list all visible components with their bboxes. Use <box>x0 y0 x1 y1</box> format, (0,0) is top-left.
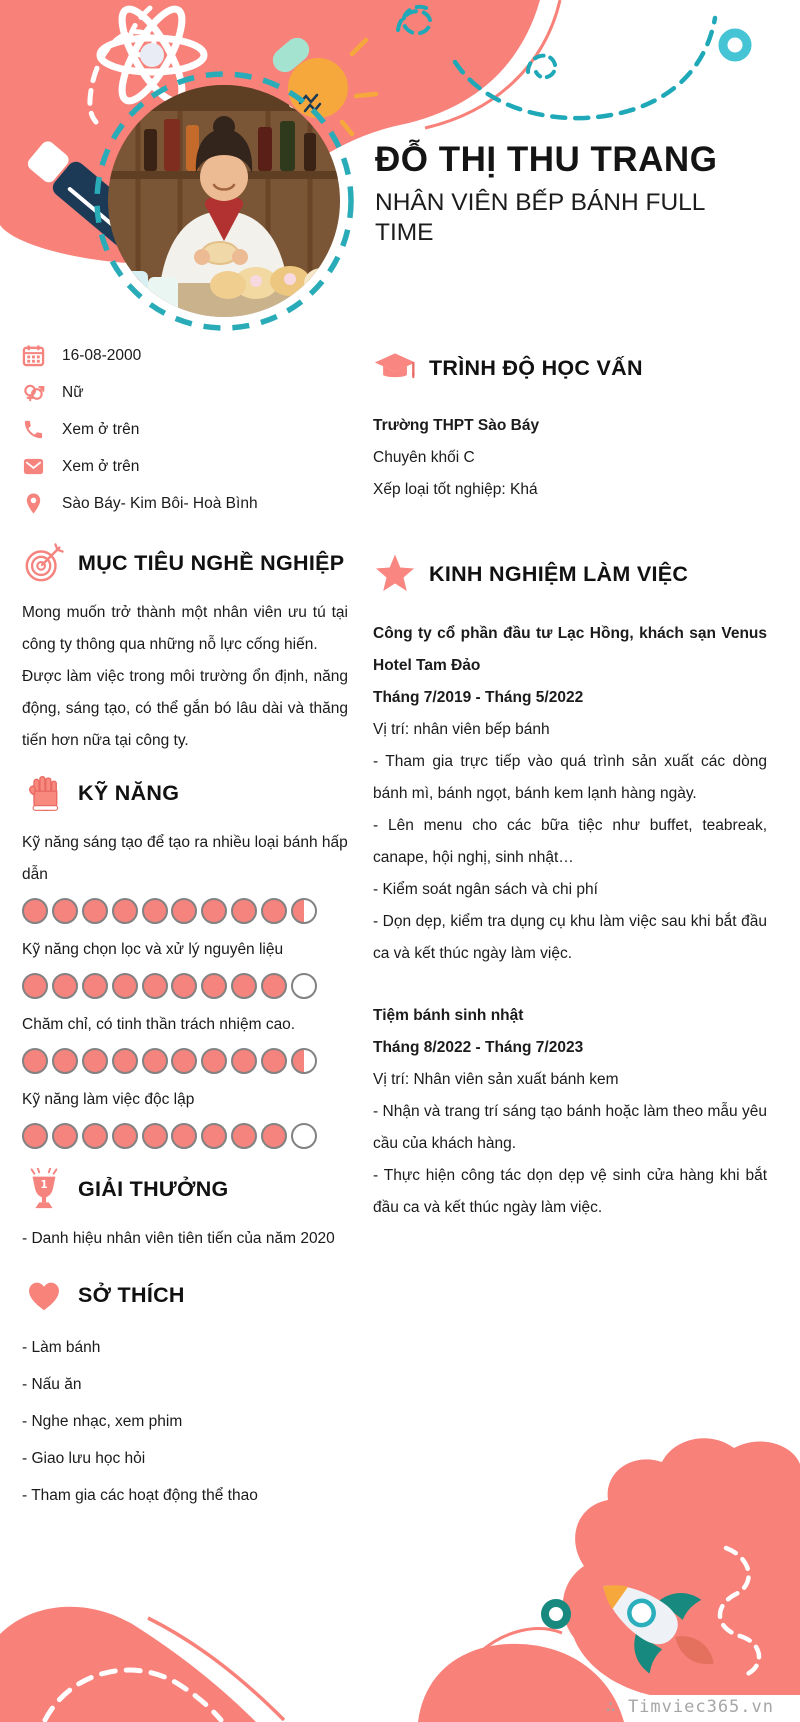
skill-dot <box>112 973 138 999</box>
job-position: Vị trí: nhân viên bếp bánh <box>373 721 550 738</box>
skill-rating <box>22 1048 317 1074</box>
skill-dot <box>171 898 197 924</box>
contact-row-gender <box>22 381 348 404</box>
skill-dot <box>291 973 317 999</box>
objective-paragraph: Mong muốn trở thành một nhân viên ưu tú tại công ty thông qua những nỗ lực cống hiến. <box>22 604 348 653</box>
award-item: - Danh hiệu nhân viên tiên tiến của năm 2020 <box>22 1230 335 1247</box>
section-experience <box>373 552 767 1224</box>
header-block <box>375 140 747 247</box>
graduation-cap-icon <box>373 346 417 390</box>
job-period: Tháng 8/2022 - Tháng 7/2023 <box>373 1039 584 1056</box>
skill-dot <box>231 973 257 999</box>
skill-dot <box>22 1048 48 1074</box>
education-heading: TRÌNH ĐỘ HỌC VẤN <box>429 355 643 380</box>
contact-row-phone <box>22 418 348 441</box>
skill-dot <box>201 1048 227 1074</box>
address-value: Sào Báy- Kim Bôi- Hoà Bình <box>62 494 258 512</box>
contact-row-address <box>22 492 348 515</box>
skill-dot <box>201 898 227 924</box>
skill-dot <box>142 1123 168 1149</box>
skill-dot <box>112 1048 138 1074</box>
star-icon <box>373 552 417 596</box>
target-dart-icon <box>22 541 66 585</box>
job-company: Công ty cổ phần đầu tư Lạc Hồng, khách sạn Venus Hotel Tam Đảo <box>373 625 767 674</box>
objective-heading: MỤC TIÊU NGHỀ NGHIỆP <box>78 550 345 575</box>
calendar-icon <box>22 344 45 367</box>
skill-dot <box>22 973 48 999</box>
hobbies-heading: SỞ THÍCH <box>78 1282 185 1307</box>
phone-value: Xem ở trên <box>62 420 140 438</box>
email-value: Xem ở trên <box>62 457 140 475</box>
skill-dot <box>261 1048 287 1074</box>
section-awards <box>22 1167 348 1255</box>
awards-heading: GIẢI THƯỞNG <box>78 1176 229 1201</box>
gender-value: Nữ <box>62 383 84 401</box>
skill-dot <box>82 898 108 924</box>
cyan-ring-icon <box>723 33 747 57</box>
education-line: Chuyên khối C <box>373 449 475 466</box>
job-period: Tháng 7/2019 - Tháng 5/2022 <box>373 689 584 706</box>
mail-icon <box>22 455 45 478</box>
skill-dot <box>201 973 227 999</box>
heart-icon <box>22 1273 66 1317</box>
job-bullet: - Tham gia trực tiếp vào quá trình sản xuất các dòng bánh mì, bánh ngọt, bánh kem lạnh hàng ngày. <box>373 753 767 802</box>
hand-mitt-icon <box>22 771 66 815</box>
teal-ring-icon <box>545 1603 567 1625</box>
skill-dot <box>261 898 287 924</box>
skill-dot <box>201 1123 227 1149</box>
watermark-link[interactable]: ∴ Timviec365.vn <box>605 1697 774 1717</box>
skill-dot <box>142 973 168 999</box>
skills-heading: KỸ NĂNG <box>78 780 180 805</box>
left-column <box>22 344 348 1514</box>
skill-dot <box>52 1123 78 1149</box>
hobby-item: - Nấu ăn <box>22 1376 82 1393</box>
gender-icon <box>22 381 45 404</box>
skill-dot <box>261 1123 287 1149</box>
location-icon <box>22 492 45 515</box>
skill-dot <box>171 1123 197 1149</box>
job-bullet: - Dọn dẹp, kiểm tra dụng cụ khu làm việc sau khi bắt đầu ca và kết thúc ngày làm việc. <box>373 913 767 962</box>
section-objective <box>22 541 348 757</box>
contact-row-email <box>22 455 348 478</box>
job-entry <box>373 1000 767 1224</box>
skill-dot <box>82 1048 108 1074</box>
job-position: Vị trí: Nhân viên sản xuất bánh kem <box>373 1071 619 1088</box>
skill-label: Chăm chỉ, có tinh thần trách nhiệm cao. <box>22 1016 296 1033</box>
birthday-value: 16-08-2000 <box>62 346 142 364</box>
education-line: Xếp loại tốt nghiệp: Khá <box>373 481 538 498</box>
skill-label: Kỹ năng chọn lọc và xử lý nguyên liệu <box>22 941 284 958</box>
job-bullet: - Lên menu cho các bữa tiệc như buffet, teabreak, canape, hội nghị, sinh nhật… <box>373 817 767 866</box>
skill-dot <box>171 1048 197 1074</box>
skill-dot <box>142 1048 168 1074</box>
candidate-title: NHÂN VIÊN BẾP BÁNH FULL TIME <box>375 189 705 246</box>
job-bullet: - Thực hiện công tác dọn dẹp vệ sinh cửa hàng khi bắt đầu ca và kết thúc ngày làm việc. <box>373 1167 767 1216</box>
skill-dot <box>291 1048 317 1074</box>
skill-label: Kỹ năng sáng tạo để tạo ra nhiều loại bánh hấp dẫn <box>22 834 348 883</box>
blob-bottom-left <box>0 1607 256 1722</box>
section-education <box>373 346 767 506</box>
trophy-icon <box>22 1167 66 1211</box>
objective-paragraph: Được làm việc trong môi trường ổn định, năng động, sáng tạo, có thể gắn bó lâu dài và thăng tiến hơn nữa tại công ty. <box>22 668 348 749</box>
skill-dot <box>112 898 138 924</box>
skill-dot <box>82 1123 108 1149</box>
skill-dot <box>52 1048 78 1074</box>
skill-dot <box>52 973 78 999</box>
skill-dot <box>231 1123 257 1149</box>
skill-dot <box>171 973 197 999</box>
job-entry <box>373 618 767 970</box>
skill-dot <box>22 898 48 924</box>
contact-row-birthday <box>22 344 348 367</box>
job-company: Tiệm bánh sinh nhật <box>373 1007 524 1024</box>
skill-rating <box>22 973 317 999</box>
skill-dot <box>291 1123 317 1149</box>
bottom-decoration <box>0 1352 800 1722</box>
skill-dot <box>231 1048 257 1074</box>
skill-dot <box>22 1123 48 1149</box>
contact-list <box>22 344 348 515</box>
avatar <box>108 85 340 317</box>
svg-text:1: 1 <box>40 1179 48 1192</box>
blob-bottom-right <box>563 1438 800 1695</box>
hobby-item: - Tham gia các hoạt động thể thao <box>22 1487 258 1504</box>
hobby-item: - Giao lưu học hỏi <box>22 1450 146 1467</box>
hobby-item: - Làm bánh <box>22 1339 101 1356</box>
skill-dot <box>82 973 108 999</box>
skill-rating <box>22 1123 317 1149</box>
candidate-name: ĐỖ THỊ THU TRANG <box>375 140 718 179</box>
skill-dot <box>112 1123 138 1149</box>
experience-heading: KINH NGHIỆM LÀM VIỆC <box>429 561 689 586</box>
section-skills <box>22 771 348 1149</box>
job-bullet: - Nhận và trang trí sáng tạo bánh hoặc làm theo mẫu yêu cầu của khách hàng. <box>373 1103 767 1152</box>
skill-dot <box>261 973 287 999</box>
right-column <box>373 346 767 1224</box>
skill-label: Kỹ năng làm việc độc lập <box>22 1091 195 1108</box>
skill-dot <box>142 898 168 924</box>
school-name: Trường THPT Sào Báy <box>373 417 540 434</box>
job-bullet: - Kiểm soát ngân sách và chi phí <box>373 881 598 898</box>
skill-dot <box>291 898 317 924</box>
phone-icon <box>22 418 45 441</box>
skill-dot <box>231 898 257 924</box>
skill-dot <box>52 898 78 924</box>
hobby-item: - Nghe nhạc, xem phim <box>22 1413 183 1430</box>
profile-photo-frame <box>93 70 355 332</box>
skill-rating <box>22 898 317 924</box>
